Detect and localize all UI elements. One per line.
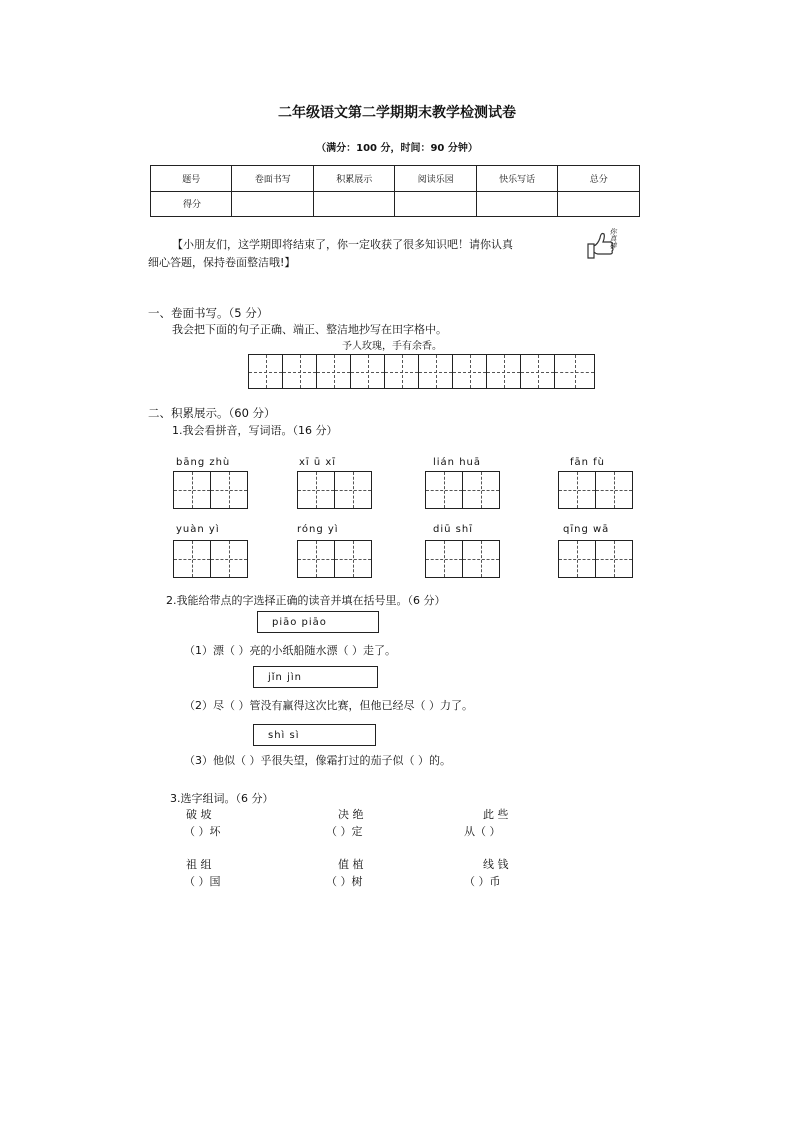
pinyin-label: fān fù	[570, 457, 606, 468]
pinyin-option-box: piāo piāo	[257, 611, 379, 633]
thumbs-up-icon	[584, 226, 624, 262]
word-grid[interactable]	[297, 471, 371, 509]
word-blank[interactable]: （ ）币	[464, 875, 501, 888]
word-grid[interactable]	[173, 540, 247, 578]
word-blank[interactable]: （ ）定	[326, 825, 363, 838]
score-row-label: 得分	[151, 191, 232, 217]
score-header: 快乐写话	[476, 166, 557, 192]
intro-line-2: 细心答题，保持卷面整洁哦!】	[148, 256, 296, 269]
pinyin-label: yuàn yì	[176, 524, 220, 535]
score-header: 阅读乐园	[395, 166, 476, 192]
section2-heading: 二、积累展示。（60 分）	[148, 406, 276, 420]
word-grid[interactable]	[173, 471, 247, 509]
writing-cell[interactable]	[334, 540, 372, 578]
section1-heading: 一、卷面书写。（5 分）	[148, 306, 269, 320]
score-table	[150, 165, 640, 217]
score-cell[interactable]	[313, 191, 394, 217]
writing-cell[interactable]	[282, 354, 317, 389]
pinyin-label: róng yì	[297, 524, 339, 535]
pinyin-option-box: jǐn jìn	[253, 666, 378, 688]
q2-sentence: （2）尽（ ）管没有赢得这次比赛，但他已经尽（ ）力了。	[184, 699, 473, 712]
word-grid[interactable]	[558, 471, 632, 509]
score-cell[interactable]	[476, 191, 557, 217]
score-header: 总分	[558, 166, 640, 192]
writing-cell[interactable]	[558, 471, 596, 509]
score-header: 题号	[151, 166, 232, 192]
writing-cell[interactable]	[210, 471, 248, 509]
writing-cell[interactable]	[595, 540, 633, 578]
writing-cell[interactable]	[425, 471, 463, 509]
q2-sentence: （1）漂（ ）亮的小纸船随水漂（ ）走了。	[184, 644, 396, 657]
char-pair: 值 植	[338, 858, 364, 871]
pinyin-label: lián huā	[433, 457, 482, 468]
word-blank[interactable]: 从（ ）	[464, 825, 501, 838]
writing-cell[interactable]	[462, 471, 500, 509]
writing-cell[interactable]	[486, 354, 521, 389]
writing-cell[interactable]	[248, 354, 283, 389]
char-pair: 祖 组	[186, 858, 212, 871]
writing-cell[interactable]	[418, 354, 453, 389]
writing-cell[interactable]	[210, 540, 248, 578]
char-pair: 决 绝	[338, 808, 364, 821]
pinyin-label: diū shī	[433, 524, 473, 535]
pinyin-label: xī ū xī	[299, 457, 337, 468]
writing-cell[interactable]	[316, 354, 351, 389]
pinyin-label: qīng wā	[563, 524, 610, 535]
badge-text: 你真棒	[609, 228, 617, 249]
writing-cell[interactable]	[452, 354, 487, 389]
q1-heading: 1.我会看拼音，写词语。（16 分）	[172, 424, 338, 437]
page-title: 二年级语文第二学期期末教学检测试卷	[278, 105, 516, 121]
writing-cell[interactable]	[558, 540, 596, 578]
word-blank[interactable]: （ ）树	[326, 875, 363, 888]
writing-cell[interactable]	[554, 354, 595, 389]
page-subtitle: （满分：100 分，时间：90 分钟）	[316, 143, 478, 154]
pinyin-label: bāng zhù	[176, 457, 231, 468]
score-cell[interactable]	[232, 191, 313, 217]
intro-line-1: 【小朋友们，这学期即将结束了，你一定收获了很多知识吧！请你认真	[172, 238, 513, 251]
writing-cell[interactable]	[350, 354, 385, 389]
word-blank[interactable]: （ ）坏	[184, 825, 221, 838]
pinyin-option-box: shì sì	[253, 724, 376, 746]
writing-cell[interactable]	[425, 540, 463, 578]
word-grid[interactable]	[297, 540, 371, 578]
writing-cell[interactable]	[595, 471, 633, 509]
copy-sentence: 予人玫瑰，手有余香。	[342, 341, 442, 352]
writing-cell[interactable]	[334, 471, 372, 509]
writing-cell[interactable]	[297, 540, 335, 578]
word-grid[interactable]	[425, 471, 499, 509]
q2-sentence: （3）他似（ ）乎很失望，像霜打过的茄子似（ ）的。	[184, 754, 451, 767]
writing-cell[interactable]	[520, 354, 555, 389]
score-header: 积累展示	[313, 166, 394, 192]
char-pair: 破 坡	[186, 808, 212, 821]
copy-writing-grid[interactable]	[248, 354, 594, 389]
word-grid[interactable]	[558, 540, 632, 578]
q2-heading: 2.我能给带点的字选择正确的读音并填在括号里。（6 分）	[166, 594, 446, 607]
section1-instruction: 我会把下面的句子正确、端正、整洁地抄写在田字格中。	[172, 323, 447, 336]
char-pair: 此 些	[483, 808, 509, 821]
q3-heading: 3.选字组词。（6 分）	[170, 792, 274, 805]
word-grid[interactable]	[425, 540, 499, 578]
char-pair: 线 钱	[483, 858, 509, 871]
score-cell[interactable]	[558, 191, 640, 217]
writing-cell[interactable]	[173, 540, 211, 578]
writing-cell[interactable]	[297, 471, 335, 509]
word-blank[interactable]: （ ）国	[184, 875, 221, 888]
score-cell[interactable]	[395, 191, 476, 217]
writing-cell[interactable]	[173, 471, 211, 509]
writing-cell[interactable]	[384, 354, 419, 389]
writing-cell[interactable]	[462, 540, 500, 578]
score-header: 卷面书写	[232, 166, 313, 192]
